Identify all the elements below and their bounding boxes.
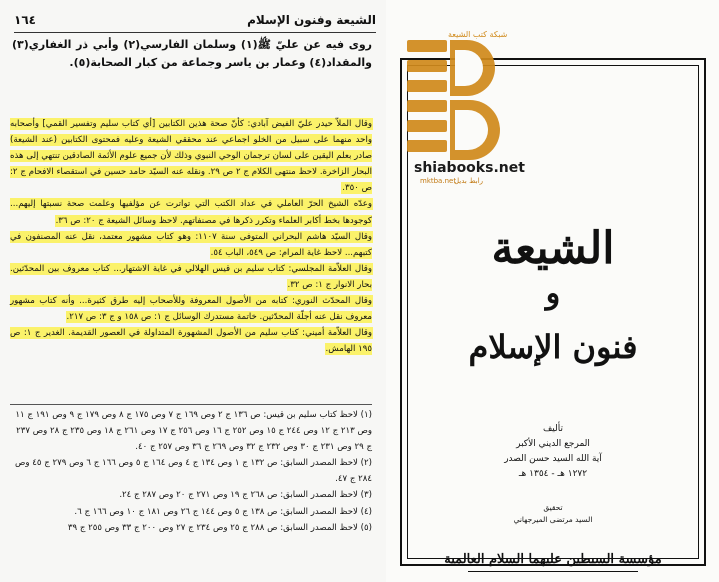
footnote: (٥) لاحظ المصدر السابق: ص ٢٨٨ ج ٢٥ وص ٢٣٤ ج ٢٧ وص ٢٠٠ ج ٣٣ وص ٢٥٥ ج ٣٩ <box>67 522 372 533</box>
intro-paragraph <box>12 36 372 72</box>
paragraph <box>10 261 372 293</box>
running-title: الشيعة وفنون الإسلام <box>247 13 376 27</box>
footnote: (٤) لاحظ المصدر السابق: ص ١٣٨ ج ٥ وص ١٤٤ ج ٢٦ وص ١٨١ ج ١٠ وص ١٦٦ ج ٦. <box>74 506 372 517</box>
divider <box>468 571 638 572</box>
footnotes <box>10 404 372 536</box>
page-header <box>14 10 376 33</box>
watermark-site: shiabooks.net <box>414 160 525 176</box>
highlighted-text: وقال العلاّمة المجلسي: كتاب سليم بن قيس الهلالي في غاية الاشتهار... كتاب معروف بين المحدّثين. بحار الانوار ج ١: ص ٣٢. <box>10 263 372 290</box>
highlighted-text: وقال السيّد هاشم البحراني المتوفى سنة ١١٠٧: وهو كتاب مشهور معتمد، نقل عنه المصنفون في كتبهم... لاحظ غاية المرام: ص ٥٤٩، الباب ٥٤. <box>10 231 372 258</box>
paragraph <box>10 293 372 325</box>
watermark-sub-label: رابط بديل <box>454 177 484 185</box>
watermark-sub-link: mktba.net <box>420 177 457 185</box>
author-name: آية الله السيد حسن الصدر <box>504 454 602 464</box>
cover-subtitle: فنون الإسلام <box>468 328 638 366</box>
author-block <box>408 422 698 482</box>
paragraph <box>10 196 372 228</box>
cover-title: الشيعة <box>491 223 615 274</box>
footnote: (٢) لاحظ المصدر السابق: ص ١٣٢ ج ١ وص ١٣٤ ج ٤ وص ١٦٤ ج ٥ وص ١٦٦ ج ٦ وص ٢٧٩ ج ٤٥ وص ٢٨٤ ج ٤٧. <box>14 458 372 485</box>
editor-label: تحقيق <box>543 503 563 512</box>
editor-block <box>408 502 698 526</box>
paragraph <box>10 116 372 196</box>
cover-conjunction: و <box>545 276 561 311</box>
highlighted-text: وقال العلاّمة أميني: كتاب سليم من الأصول المشهورة المتداولة في العصور القديمة. الغدير ج ١: ص ١٩٥ الهامش. <box>10 328 372 355</box>
highlighted-text: وقال المحدّث النوري: كتابه من الأصول المعروفة وللأصحاب إليه طرق كثيرة... وأنه كتاب مشهور معروف نقل عنه أجلّة المحدّثين. خاتمة مستدرك الوسائل ج ١: ص ١٥٨ و ج ٣: ص ٢١٧. <box>10 296 372 323</box>
author-rank: المرجع الديني الأكبر <box>516 439 590 449</box>
footnote: (١) لاحظ كتاب سليم بن قيس: ص ١٣٦ ج ٢ وص ١٦٩ ج ٧ وص ١٧٥ ج ٨ وص ١٧٩ ج ٩ وص ١٩١ ج ١١ وص ٢١٣ ج ١٢ وص ٢٤٤ ج ١٥ وص ٢٥٢ ج ١٦ وص ٢٥٦ ج ١٧ وص ٢٦١ ج ١٨ وص ٢٣٥ ج ٢٨ وص ٢٣٧ ج ٢٩ وص ٢٣١ ج ٣٠ وص ٢٣٢ ج ٣٢ وص ٢٦٩ ج ٣٦ وص ٢٥٧ ج ٤٠. <box>15 410 372 453</box>
paragraph <box>10 229 372 261</box>
page-number: ١٦٤ <box>14 13 36 27</box>
highlighted-text: وقال الملاّ حيدر عليّ الفيض آبادي: كأنّ صحة هذين الكتابين [أي كتاب سليم وتفسير القمي] وأصحابه واحد منهما على سبيل من الخلو اجماعي عند محققي الشيعة وعليه فمحتوى الكتابين (عند الشيعة) صادر بعلم اليقين على لسان ترجمان الوحي النبوي وذلك لأن جميع علوم الأئمة الصادقين تنتهي إلى هذه البحار الزاخرة. لاحظ منتهى الكلام ج ٢ ص ٢٩. ونقله عنه السيّد حامد حسين في استقصاء الافحام ج ٢: ص ٣٥٠. <box>10 119 373 194</box>
author-dates: ١٢٧٢ هـ - ١٣٥٤ هـ <box>518 469 588 479</box>
publisher-name: مؤسسة السبطين عليهما السلام العالمية <box>444 552 662 567</box>
editor-name: السيد مرتضى الميرجهاني <box>513 515 593 524</box>
highlighted-text: وعدّه الشيخ الحرّ العاملي في عداد الكتب التي تواترت عن مؤلفيها وعلمت صحة نسبتها إليهم... كوجودها بخط أكابر العلماء وتكرر ذكرها في مصنفاتهم. لاحظ وسائل الشيعة ج ٢٠: ص ٣٦. <box>10 199 372 226</box>
paragraph <box>10 325 372 357</box>
watermark-caption: شبكة كتب الشيعة <box>448 30 508 39</box>
intro-text: روى فيه عن عليّ ﷺ(١) وسلمان الفارسي(٢) وأبي ذر الغفاري(٣) والمقداد(٤) وعمار بن ياسر وجماعة من كبار الصحابة(٥). <box>12 38 373 69</box>
main-text <box>10 116 372 357</box>
footnote: (٣) لاحظ المصدر السابق: ص ٢٦٨ ج ١٩ وص ٢٧١ ج ٢٠ وص ٢٨٧ ج ٢٤. <box>119 490 372 501</box>
author-label: تأليف <box>542 424 564 434</box>
